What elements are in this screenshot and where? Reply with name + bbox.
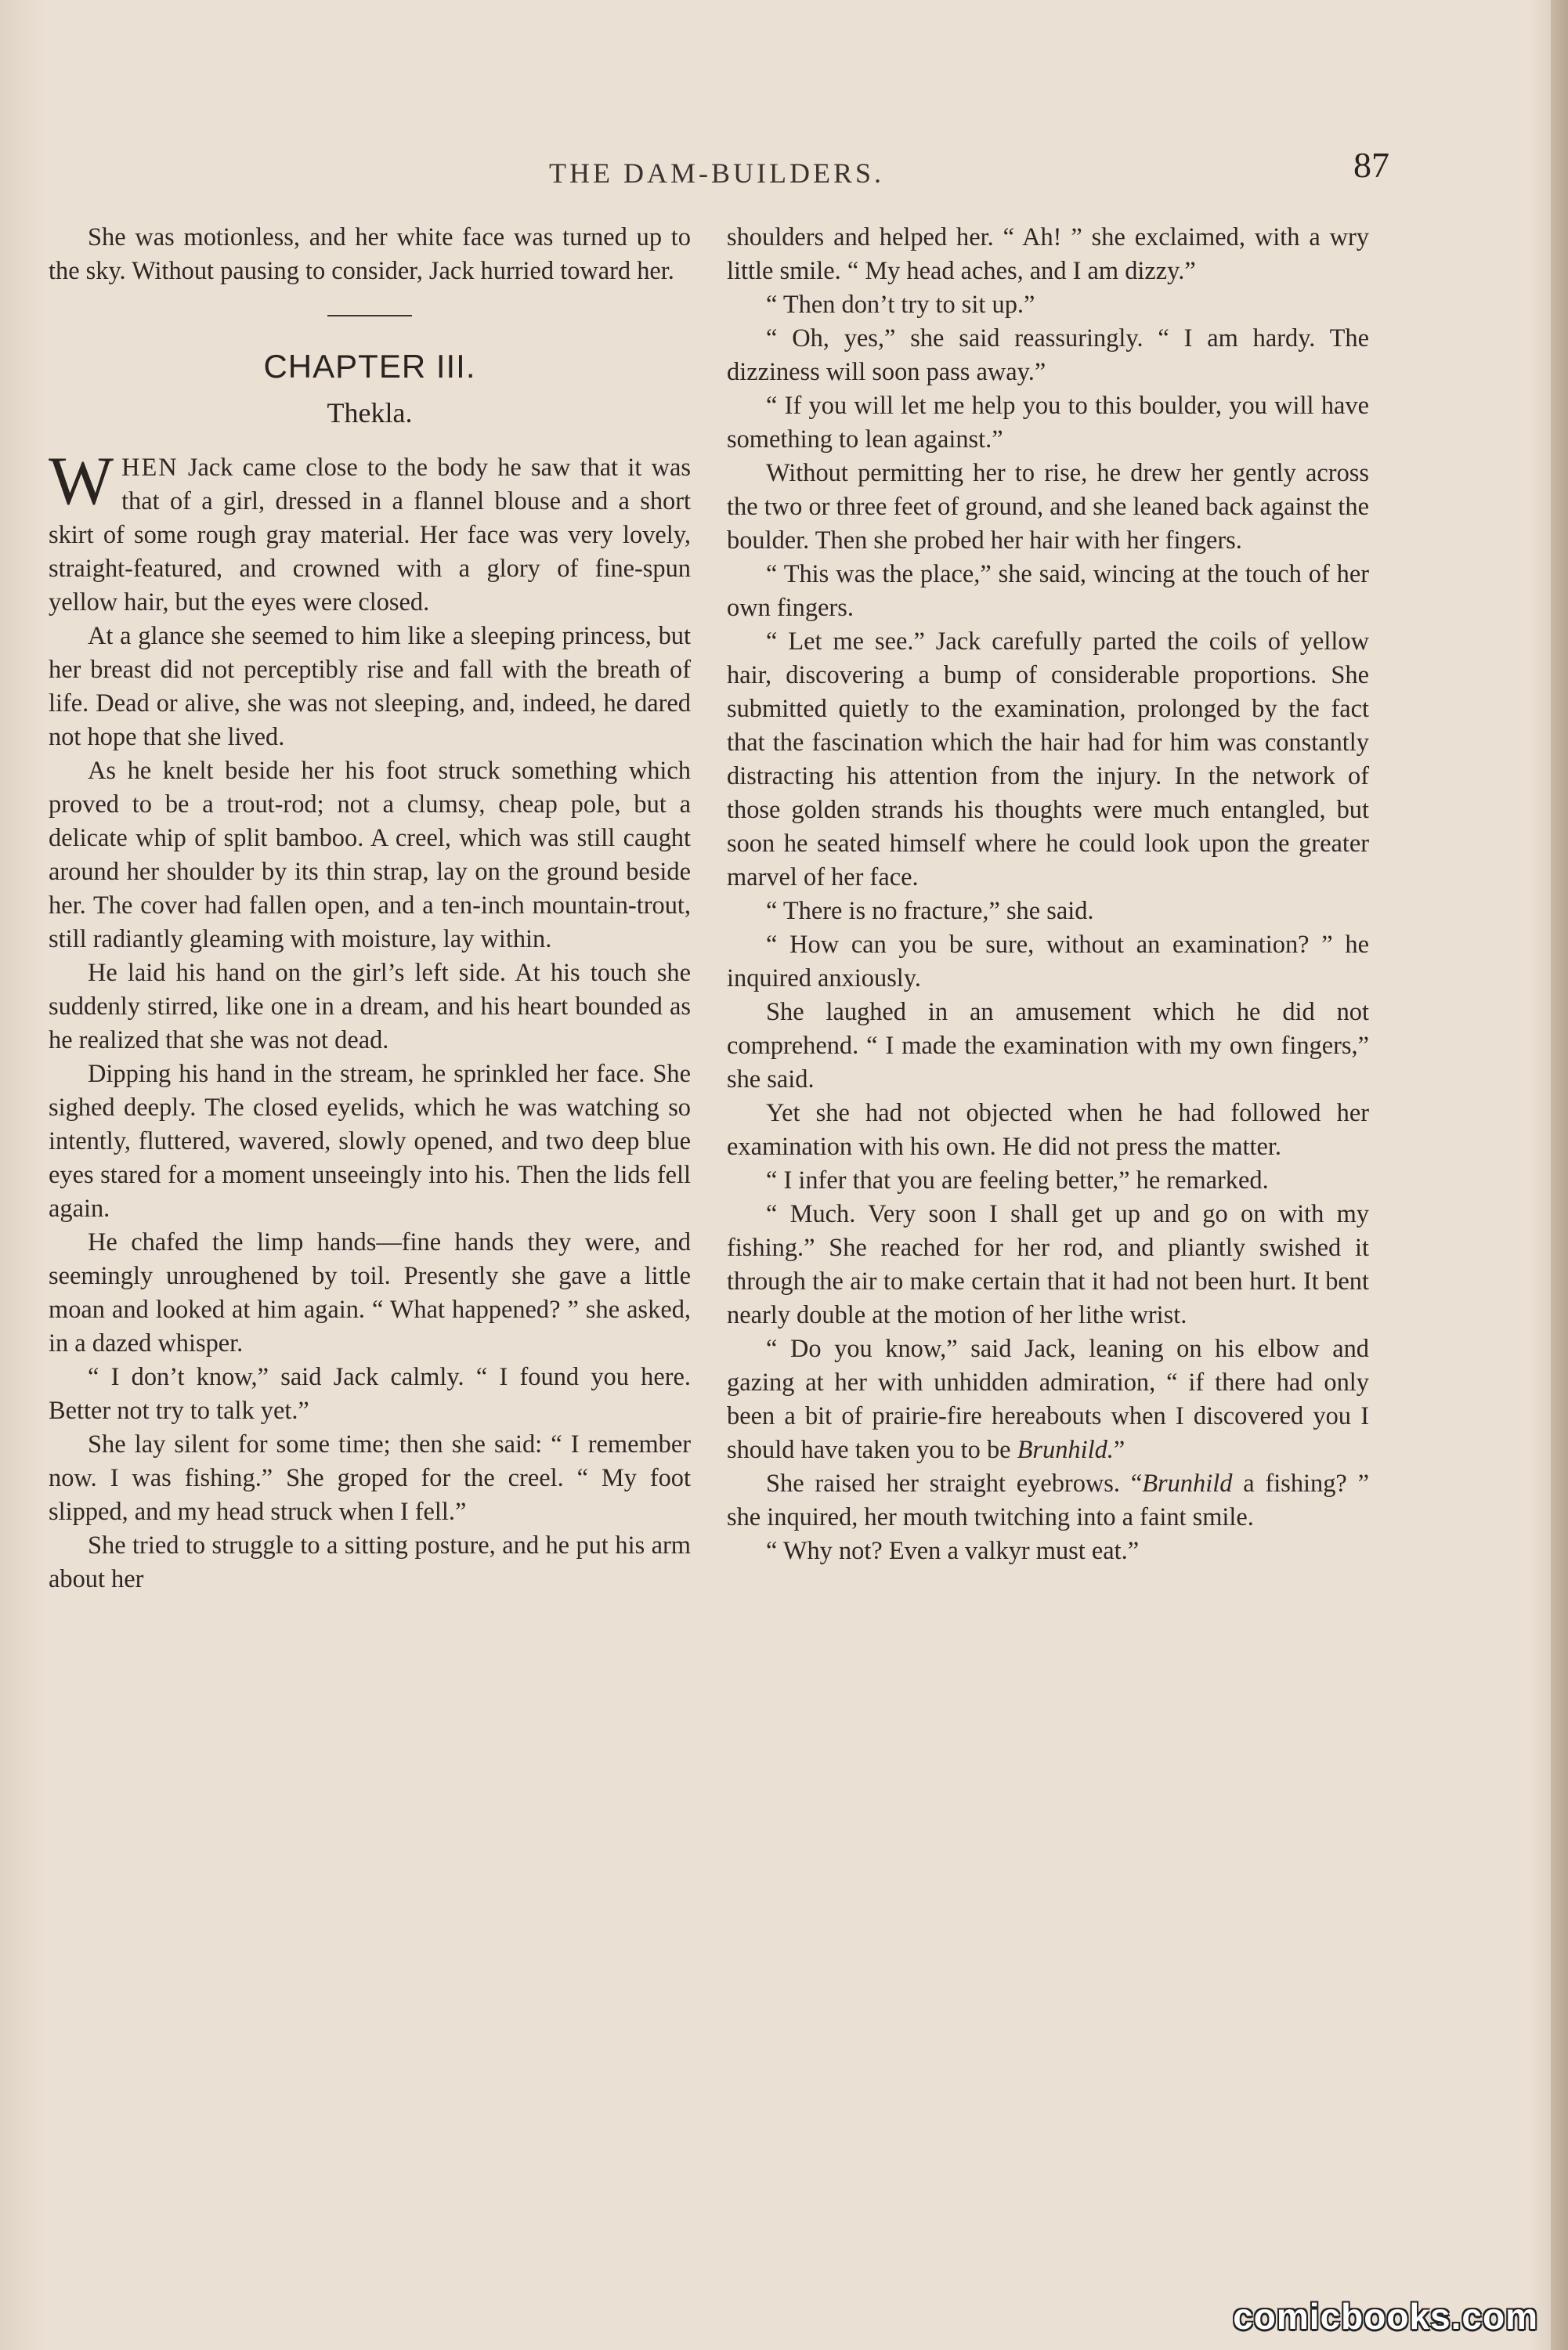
paragraph: “ Then don’t try to sit up.”	[766, 291, 1035, 319]
italic-name: Brunhild.	[1017, 1436, 1114, 1464]
opening-text: Jack came close to the body he saw that it was that of a girl, dressed in a flannel blouse and a short skirt of some rough gray material. Her face was very lovely, straight-featured, and crowned with a glory of fine-spun yellow hair, but the eyes were closed.	[49, 454, 691, 616]
page-edge	[1551, 0, 1568, 2350]
paragraph-text: “ Do you know,” said Jack, leaning on his elbow and gazing at her with unhidden admiration, “ if there had only been a bit of prairie-fire hereabouts when I discovered you I should have taken you to be	[727, 1335, 1369, 1464]
paragraph: At a glance she seemed to him like a sleeping princess, but her breast did not perceptibly rise and fall with the breath of life. Dead or alive, she was not sleeping, and, indeed, he dared not hope that she lived.	[49, 622, 691, 751]
continuation-paragraph: shoulders and helped her. “ Ah! ” she exclaimed, with a wry little smile. “ My head aches, and I am dizzy.”	[727, 223, 1369, 285]
paragraph: She tried to struggle to a sitting posture, and he put his arm about her	[49, 1531, 691, 1593]
italic-name: Brunhild	[1142, 1470, 1233, 1498]
paragraph: “ I don’t know,” said Jack calmly. “ I found you here. Better not try to talk yet.”	[49, 1363, 691, 1425]
paragraph: Yet she had not objected when he had followed her examination with his own. He did not press the matter.	[727, 1099, 1369, 1161]
paragraph: He chafed the limp hands—fine hands they were, and seemingly unroughened by toil. Presently she gave a little moan and looked at him again. “ What happened? ” she asked, in a dazed whisper.	[49, 1228, 691, 1358]
left-column	[49, 221, 691, 1596]
drop-cap: W	[49, 443, 114, 519]
chapter-title: CHAPTER III.	[263, 348, 476, 385]
paragraph: “ I infer that you are feeling better,” he remarked.	[766, 1166, 1269, 1195]
running-title: THE DAM-BUILDERS.	[549, 157, 884, 189]
eyebrows-paragraph	[727, 1467, 1369, 1535]
paragraph-text: She raised her straight eyebrows. “	[766, 1470, 1143, 1498]
paragraph-text: a fishing? ” she inquired, her mouth twitching into a faint smile.	[727, 1470, 1369, 1531]
brunhild-paragraph	[727, 1332, 1369, 1467]
opening-smallcaps: HEN	[121, 454, 179, 482]
paragraph: “ Much. Very soon I shall get up and go on with my fishing.” She reached for her rod, and pliantly swished it through the air to make certain that it had not been hurt. It bent nearly double at the motion of her lithe wrist.	[727, 1200, 1369, 1329]
paragraph: She laughed in an amusement which he did not comprehend. “ I made the examination with my own fingers,” she said.	[727, 998, 1369, 1094]
watermark-logo: comicbooks.com	[1233, 2296, 1538, 2337]
paragraph: Dipping his hand in the stream, he sprinkled her face. She sighed deeply. The closed eyelids, which he was watching so intently, fluttered, wavered, slowly opened, and two deep blue eyes stared for a moment unseeingly into his. Then the lids fell again.	[49, 1060, 691, 1223]
paragraph: “ Oh, yes,” she said reassuringly. “ I am hardy. The dizziness will soon pass away.”	[727, 324, 1369, 386]
paragraph: As he knelt beside her his foot struck something which proved to be a trout-rod; not a clumsy, cheap pole, but a delicate whip of split bamboo. A creel, which was still caught around her shoulder by its thin strap, lay on the ground beside her. The cover had fallen open, and a ten-inch mountain-trout, still radiantly gleaming with moisture, lay within.	[49, 757, 691, 953]
paragraph: “ This was the place,” she said, wincing at the touch of her own fingers.	[727, 560, 1369, 622]
opening-paragraph	[49, 443, 691, 620]
paragraph: “ Why not? Even a valkyr must eat.”	[766, 1537, 1140, 1565]
paragraph: Without permitting her to rise, he drew her gently across the two or three feet of ground, and she leaned back against the boulder. Then she probed her hair with her fingers.	[727, 459, 1369, 555]
paragraph: “ There is no fracture,” she said.	[766, 897, 1094, 925]
right-column	[727, 221, 1369, 1568]
paragraph: “ How can you be sure, without an examination? ” he inquired anxiously.	[727, 931, 1369, 992]
paragraph: He laid his hand on the girl’s left side. At his touch she suddenly stirred, like one in a dream, and his heart bounded as he realized that she was not dead.	[49, 959, 691, 1054]
paragraph: “ Let me see.” Jack carefully parted the coils of yellow hair, discovering a bump of considerable proportions. She submitted quietly to the examination, prolonged by the fact that the fascination which the hair had for him was constantly distracting his attention from the injury. In the network of those golden strands his thoughts were much entangled, but soon he seated himself where he could look upon the greater marvel of her face.	[727, 627, 1369, 891]
paragraph: “ If you will let me help you to this boulder, you will have something to lean against.”	[727, 392, 1369, 454]
chapter-subtitle: Thekla.	[327, 397, 413, 428]
section-divider	[327, 315, 412, 316]
closing-quote: ”	[1113, 1436, 1125, 1464]
paragraph: She lay silent for some time; then she said: “ I remember now. I was fishing.” She groped for the creel. “ My foot slipped, and my head struck when I fell.”	[49, 1430, 691, 1526]
page-number: 87	[1353, 145, 1389, 185]
intro-paragraph: She was motionless, and her white face was turned up to the sky. Without pausing to consider, Jack hurried toward her.	[49, 223, 691, 285]
